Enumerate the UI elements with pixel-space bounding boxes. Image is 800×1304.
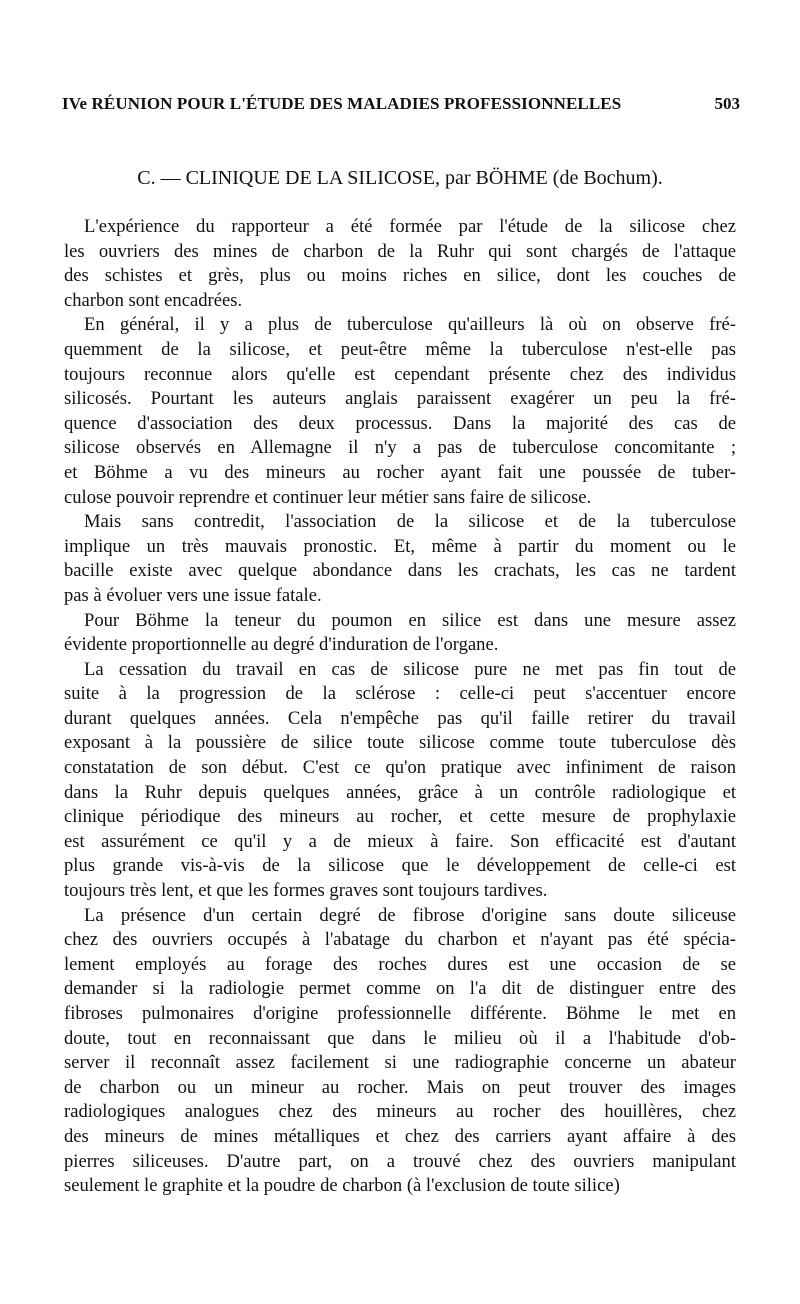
paragraph: [64, 609, 736, 658]
text-line: lement employés au forage des roches dures est une occasion de se: [64, 953, 736, 975]
text-line: implique un très mauvais pronostic. Et, même à partir du moment ou le: [64, 535, 736, 557]
text-line: demander si la radiologie permet comme on l'a dit de distinguer entre des: [64, 978, 736, 1000]
text-line: seulement le graphite et la poudre de charbon (à l'exclusion de toute silice): [64, 1175, 620, 1197]
text-line: charbon sont encadrées.: [64, 289, 243, 311]
text-line: chez des ouvriers occupés à l'abatage du charbon et n'ayant pas été spécia-: [64, 929, 736, 951]
text-line: plus grande vis-à-vis de la silicose que le développement de celle-ci est: [64, 855, 736, 877]
text-line: suite à la progression de la sclérose : celle-ci peut s'accentuer encore: [64, 683, 736, 705]
text-line: L'expérience du rapporteur a été formée par l'étude de la silicose chez: [84, 216, 736, 237]
page-number: 503: [714, 94, 740, 113]
paragraph: [64, 904, 736, 1199]
paragraph: [64, 658, 736, 904]
text-line: de charbon ou un mineur au rocher. Mais on peut trouver des images: [64, 1076, 736, 1098]
text-line: toujours très lent, et que les formes graves sont toujours tardives.: [64, 880, 548, 902]
text-line: constatation de son début. C'est ce qu'on pratique avec infiniment de raison: [64, 757, 736, 779]
text-line: des mineurs de mines métalliques et chez des carriers ayant affaire à des: [64, 1125, 736, 1147]
text-line: silicose observés en Allemagne il n'y a pas de tuberculose concomitante ;: [64, 437, 736, 459]
running-title: IVe RÉUNION POUR L'ÉTUDE DES MALADIES PROFESSIONNELLES: [62, 94, 622, 113]
text-line: Mais sans contredit, l'association de la silicose et de la tuberculose: [84, 511, 736, 533]
text-line: des schistes et grès, plus ou moins riches en silice, dont les couches de: [64, 265, 736, 287]
paragraph: [64, 215, 736, 313]
text-line: server il reconnaît assez facilement si une radiographie concerne un abateur: [64, 1052, 736, 1074]
text-line: pierres siliceuses. D'autre part, on a trouvé chez des ouvriers manipulant: [64, 1150, 736, 1172]
running-head: [62, 94, 740, 120]
text-line: fibroses pulmonaires d'origine professionnelle différente. Böhme le met en: [64, 1003, 736, 1024]
text-line: La présence d'un certain degré de fibrose d'origine sans doute siliceuse: [84, 904, 736, 926]
text-line: les ouvriers des mines de charbon de la Ruhr qui sont chargés de l'attaque: [64, 240, 736, 262]
text-line: culose pouvoir reprendre et continuer leur métier sans faire de silicose.: [64, 486, 592, 508]
text-line: est assurément ce qu'il y a de mieux à faire. Son efficacité est d'autant: [64, 830, 736, 852]
text-line: et Böhme a vu des mineurs au rocher ayant fait une poussée de tuber-: [64, 461, 736, 483]
text-line: Pour Böhme la teneur du poumon en silice est dans une mesure assez: [84, 609, 736, 631]
text-line: doute, tout en reconnaissant que dans le milieu où il a l'habitude d'ob-: [64, 1027, 736, 1049]
text-line: évidente proportionnelle au degré d'induration de l'organe.: [64, 634, 499, 656]
text-line: clinique périodique des mineurs au rocher, et cette mesure de prophylaxie: [64, 806, 736, 828]
text-line: durant quelques années. Cela n'empêche pas qu'il faille retirer du travail: [64, 707, 736, 729]
text-line: pas à évoluer vers une issue fatale.: [64, 584, 322, 606]
text-line: En général, il y a plus de tuberculose qu'ailleurs là où on observe fré-: [84, 314, 736, 336]
text-line: exposant à la poussière de silice toute silicose comme toute tuberculose dès: [64, 732, 736, 754]
text-line: bacille existe avec quelque abondance dans les crachats, les cas ne tardent: [64, 560, 736, 582]
paragraph: [64, 313, 736, 510]
text-line: toujours reconnue alors qu'elle est cependant présente chez des individus: [64, 363, 736, 385]
text-line: quence d'association des deux processus. Dans la majorité des cas de: [64, 412, 736, 434]
body-text: [64, 215, 736, 1199]
text-line: quemment de la silicose, et peut-être même la tuberculose n'est-elle pas: [64, 338, 736, 360]
section-heading: C. — CLINIQUE DE LA SILICOSE, par BÖHME (de Bochum).: [137, 167, 663, 189]
text-line: dans la Ruhr depuis quelques années, grâce à un contrôle radiologique et: [64, 781, 736, 803]
paragraph: [64, 510, 736, 608]
text-line: silicosés. Pourtant les auteurs anglais paraissent exagérer un peu la fré-: [64, 388, 736, 410]
text-line: radiologiques analogues chez des mineurs au rocher des houillères, chez: [64, 1101, 736, 1123]
text-line: La cessation du travail en cas de silicose pure ne met pas fin tout de: [84, 658, 736, 680]
